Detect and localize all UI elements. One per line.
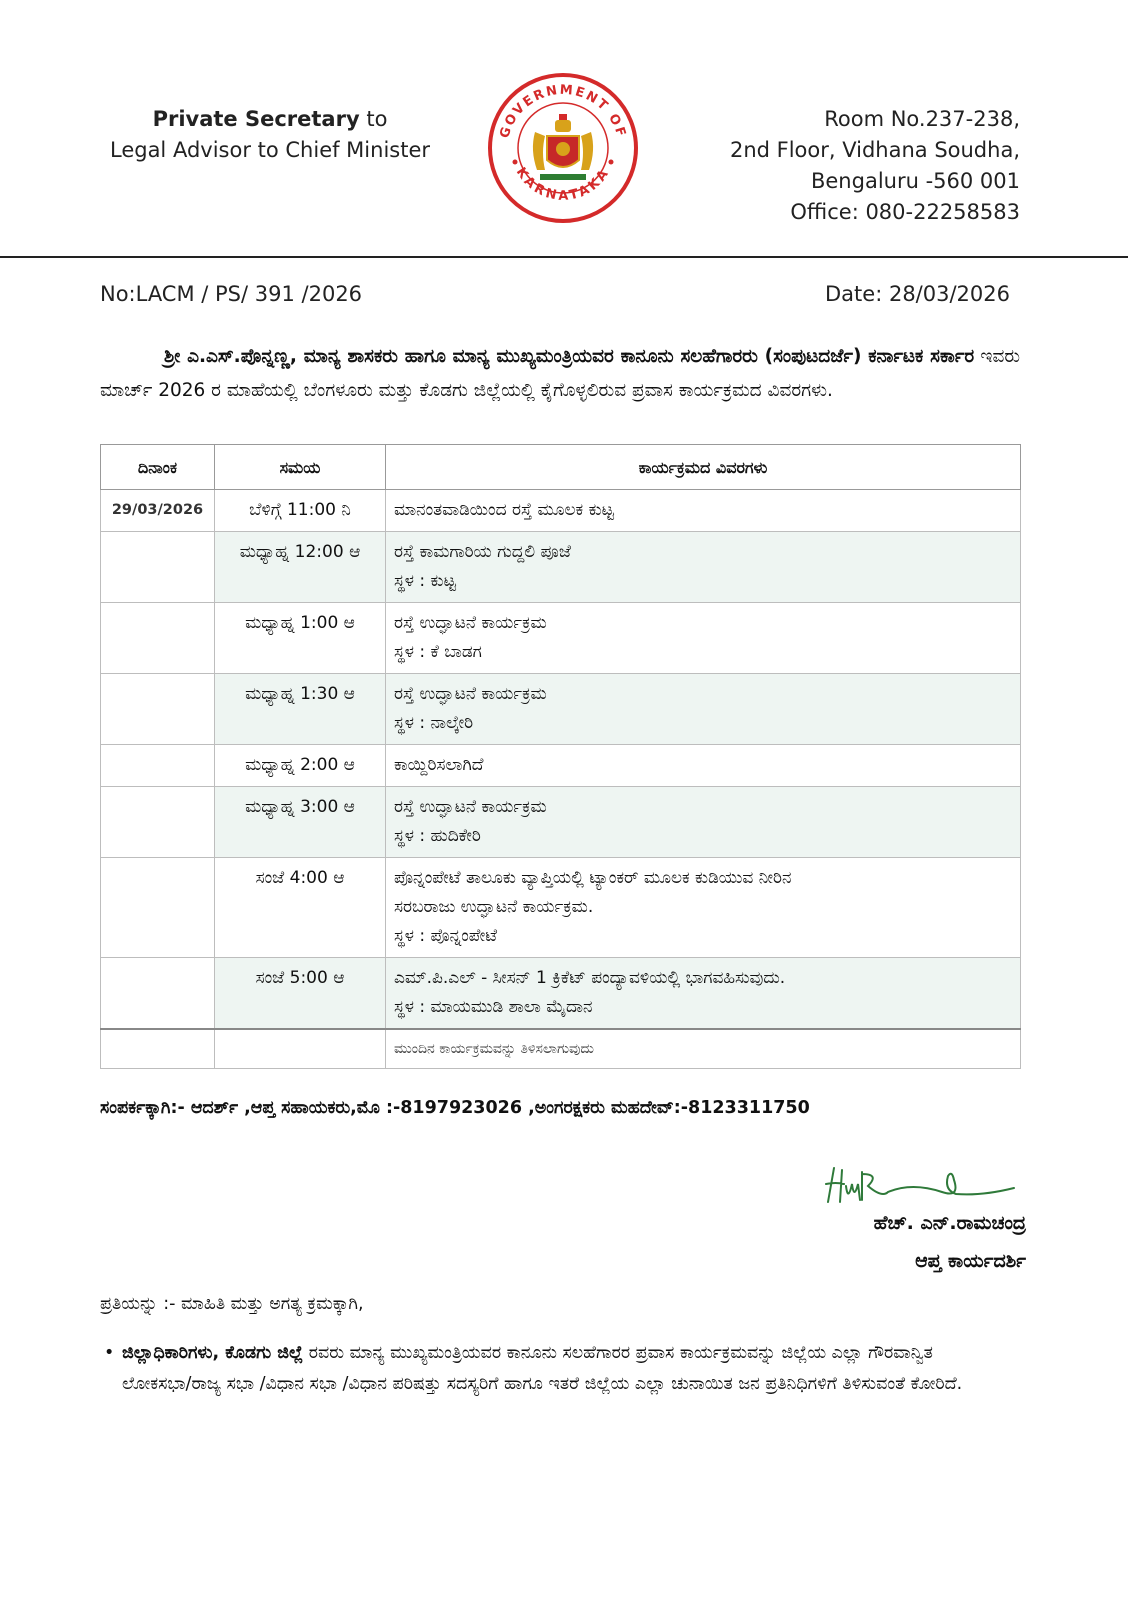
- contact-line: ಸಂಪರ್ಕಕ್ಕಾಗಿ:- ಆದರ್ಶ್ ,ಆಪ್ತ ಸಹಾಯಕರು,ಮೊ :-8197923026 ,ಅಂಗರಕ್ಷಕರು ಮಹದೇವ್:-8123311750: [100, 1098, 810, 1118]
- detail-location: ಸ್ಥಳ : ಪೊನ್ನಂಪೇಟೆ: [394, 926, 498, 946]
- letterhead-title-line: [100, 104, 440, 135]
- row-date: 29/03/2026: [101, 490, 215, 532]
- detail-line: ರಸ್ತೆ ಉದ್ಘಾಟನೆ ಕಾರ್ಯಕ್ರಮ: [394, 797, 547, 817]
- row-time: ಸಂಜೆ 4:00 ಆ: [215, 858, 386, 958]
- header-date: ದಿನಾಂಕ: [101, 445, 215, 490]
- bullet-marker: •: [104, 1343, 115, 1363]
- intro-paragraph: [100, 340, 1020, 408]
- detail-location: ಸ್ಥಳ : ಹುದಿಕೇರಿ: [394, 826, 481, 846]
- row-date: [101, 787, 215, 858]
- seal-top-text: GOVERNMENT OF: [497, 82, 629, 141]
- detail-line: ಎಮ್.ಪಿ.ಎಲ್ - ಸೀಸನ್ 1 ಕ್ರಿಕೆಟ್ ಪಂದ್ಯಾವಳಿಯಲ್ಲಿ ಭಾಗವಹಿಸುವುದು.: [394, 968, 786, 988]
- table-footer-row: [101, 1029, 1021, 1069]
- table-row: [101, 532, 1021, 603]
- row-details: [386, 490, 1021, 532]
- office-phone: Office: 080-22258583: [790, 200, 1020, 224]
- intro-bold-text: ಶ್ರೀ ಎ.ಎಸ್.ಪೊನ್ನಣ್ಣ, ಮಾನ್ಯ ಶಾಸಕರು ಹಾಗೂ ಮಾನ್ಯ ಮುಖ್ಯಮಂತ್ರಿಯವರ ಕಾನೂನು ಸಲಹೆಗಾರರು (ಸಂಪುಟದರ್ಜೆ) ಕರ್ನಾಟಕ ಸರ್ಕಾರ: [164, 346, 975, 367]
- detail-line: ಮಾನಂತವಾಡಿಯಿಂದ ರಸ್ತೆ ಮೂಲಕ ಕುಟ್ಟ: [394, 500, 614, 520]
- row-details: [386, 858, 1021, 958]
- detail-location: ಸ್ಥಳ : ನಾಲ್ಕೇರಿ: [394, 713, 474, 733]
- detail-line: ರಸ್ತೆ ಉದ್ಘಾಟನೆ ಕಾರ್ಯಕ್ರಮ: [394, 613, 547, 633]
- table-footer-note: ಮುಂದಿನ ಕಾರ್ಯಕ್ರಮವನ್ನು ತಿಳಿಸಲಾಗುವುದು: [386, 1029, 1021, 1069]
- reference-date: Date: 28/03/2026: [825, 282, 1010, 306]
- detail-line: ಕಾಯ್ದಿರಿಸಲಾಗಿದೆ: [394, 755, 484, 775]
- letterhead-title-bold: Private Secretary: [152, 107, 360, 131]
- address-line: Room No.237-238,: [824, 107, 1020, 131]
- detail-location: ಸ್ಥಳ : ಮಾಯಮುಡಿ ಶಾಲಾ ಮೈದಾನ: [394, 997, 593, 1017]
- table-row: [101, 603, 1021, 674]
- government-seal-icon: [485, 70, 640, 225]
- copy-to-line: ಪ್ರತಿಯನ್ನು :- ಮಾಹಿತಿ ಮತ್ತು ಅಗತ್ಯ ಕ್ರಮಕ್ಕಾಗಿ,: [100, 1294, 364, 1314]
- svg-text:KARNATAKA: [513, 165, 613, 204]
- table-row: [101, 787, 1021, 858]
- table-header-row: [101, 445, 1021, 490]
- schedule-table: [100, 444, 1021, 1069]
- detail-location: ಸ್ಥಳ : ಕುಟ್ಟ: [394, 571, 456, 591]
- header-time: ಸಮಯ: [215, 445, 386, 490]
- row-date: [101, 858, 215, 958]
- recipient-bold: ಜಿಲ್ಲಾಧಿಕಾರಿಗಳು, ಕೊಡಗು ಜಿಲ್ಲೆ: [122, 1343, 304, 1363]
- row-details: [386, 603, 1021, 674]
- footer-empty-cell: [101, 1029, 215, 1069]
- detail-line: ಪೊನ್ನಂಪೇಟೆ ತಾಲೂಕು ವ್ಯಾಪ್ತಿಯಲ್ಲಿ ಟ್ಯಾಂಕರ್ ಮೂಲಕ ಕುಡಿಯುವ ನೀರಿನ: [394, 868, 792, 888]
- copy-recipient-item: [104, 1338, 964, 1400]
- header-divider: [0, 256, 1128, 258]
- detail-line: ಸರಬರಾಜು ಉದ್ಘಾಟನೆ ಕಾರ್ಯಕ್ರಮ.: [394, 897, 594, 917]
- footer-empty-cell: [215, 1029, 386, 1069]
- address-line: 2nd Floor, Vidhana Soudha,: [729, 138, 1020, 162]
- row-details: [386, 787, 1021, 858]
- row-time: ಸಂಜೆ 5:00 ಆ: [215, 958, 386, 1030]
- row-time: ಮಧ್ಯಾಹ್ನ 3:00 ಆ: [215, 787, 386, 858]
- table-row: [101, 958, 1021, 1030]
- row-time: ಮಧ್ಯಾಹ್ನ 1:00 ಆ: [215, 603, 386, 674]
- row-date: [101, 745, 215, 787]
- row-details: [386, 674, 1021, 745]
- row-time: ಬೆಳಿಗ್ಗೆ 11:00 ನಿ: [215, 490, 386, 532]
- signatory-designation: ಆಪ್ತ ಕಾರ್ಯದರ್ಶಿ: [915, 1250, 1026, 1272]
- detail-location: ಸ್ಥಳ : ಕೆ ಬಾಡಗ: [394, 642, 482, 662]
- reference-number: No:LACM / PS/ 391 /2026: [100, 282, 363, 306]
- row-time: ಮಧ್ಯಾಹ್ನ 2:00 ಆ: [215, 745, 386, 787]
- letterhead-subtitle: Legal Advisor to Chief Minister: [109, 138, 431, 162]
- signatory-name: ಹೆಚ್. ಎನ್.ರಾಮಚಂದ್ರ: [873, 1212, 1026, 1234]
- row-date: [101, 958, 215, 1030]
- letterhead-title-rest: to: [359, 107, 388, 131]
- address-line: Bengaluru -560 001: [810, 169, 1020, 193]
- detail-line: ರಸ್ತೆ ಕಾಮಗಾರಿಯ ಗುದ್ದಲಿ ಪೂಜೆ: [394, 542, 571, 562]
- table-row: [101, 674, 1021, 745]
- row-details: [386, 532, 1021, 603]
- intro-text: ಇವರು ಮಾರ್ಚ್ 2026 ರ ಮಾಹೆಯಲ್ಲಿ ಬೆಂಗಳೂರು ಮತ್ತು ಕೊಡಗು ಜಿಲ್ಲೆಯಲ್ಲಿ ಕೈಗೊಳ್ಳಲಿರುವ ಪ್ರವಾಸ ಕಾರ್ಯಕ್ರಮದ ವಿವರಗಳು.: [100, 346, 1020, 401]
- table-row: [101, 745, 1021, 787]
- letterhead-left: [100, 104, 440, 166]
- row-time: ಮಧ್ಯಾಹ್ನ 1:30 ಆ: [215, 674, 386, 745]
- row-details: [386, 745, 1021, 787]
- detail-line: ರಸ್ತೆ ಉದ್ಘಾಟನೆ ಕಾರ್ಯಕ್ರಮ: [394, 684, 547, 704]
- table-row: [101, 858, 1021, 958]
- letterhead-address: [700, 104, 1020, 228]
- row-date: [101, 603, 215, 674]
- row-details: [386, 958, 1021, 1030]
- row-date: [101, 674, 215, 745]
- header-details: ಕಾರ್ಯಕ್ರಮದ ವಿವರಗಳು: [386, 445, 1021, 490]
- recipient-rest: ರವರು ಮಾನ್ಯ ಮುಖ್ಯಮಂತ್ರಿಯವರ ಕಾನೂನು ಸಲಹೆಗಾರರ ಪ್ರವಾಸ ಕಾರ್ಯಕ್ರಮವನ್ನು ಜಿಲ್ಲೆಯ ಎಲ್ಲಾ ಗೌರವಾನ್ವಿತ ಲೋಕಸಭಾ/ರಾಜ್ಯ ಸಭಾ /ವಿಧಾನ ಸಭಾ /ವಿಧಾನ ಪರಿಷತ್ತು ಸದಸ್ಯರಿಗೆ ಹಾಗೂ ಇತರೆ ಜಿಲ್ಲೆಯ ಎಲ್ಲಾ ಚುನಾಯಿತ ಜನ ಪ್ರತಿನಿಧಿಗಳಿಗೆ ತಿಳಿಸುವಂತೆ ಕೋರಿದೆ.: [122, 1343, 963, 1394]
- recipient-text: [122, 1338, 964, 1400]
- table-row: [101, 490, 1021, 532]
- handwritten-signature: [822, 1162, 1022, 1210]
- row-date: [101, 532, 215, 603]
- seal-bottom-text: KARNATAKA: [512, 165, 614, 204]
- row-time: ಮಧ್ಯಾಹ್ನ 12:00 ಆ: [215, 532, 386, 603]
